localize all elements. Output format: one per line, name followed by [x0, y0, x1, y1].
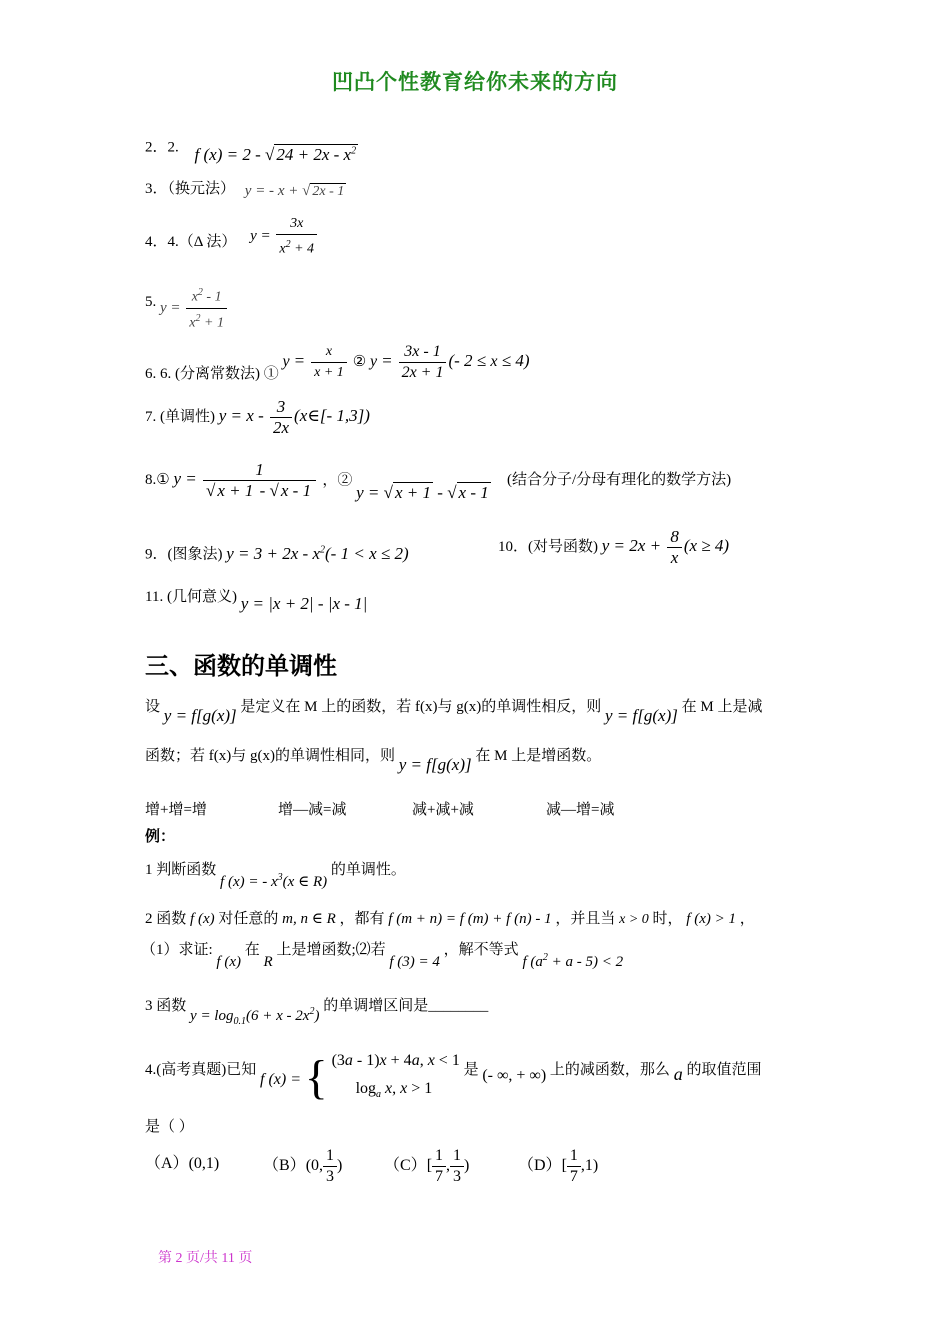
example-2-cond: x > 0 — [619, 912, 649, 927]
intro-formula-2: y = f[g(x)] — [604, 706, 678, 725]
problem-7-label: 7. (单调性) — [145, 409, 215, 426]
problem-9 — [145, 540, 409, 565]
problem-4-formula: y = $\frac{3x}{x^2 + 4}$ — [250, 228, 319, 244]
intro-l1a: 设 — [145, 699, 161, 715]
problem-11 — [145, 586, 368, 613]
example-2-line-2 — [141, 936, 624, 970]
problem-2-formula: f (x) = 2 - √ $24 + 2x - x^2$ — [194, 144, 357, 164]
rule-2: 增—减=减 — [278, 802, 347, 818]
example-2-a: 2 函数 — [145, 911, 187, 927]
intro-formula-1: y = f[g(x)] — [163, 706, 237, 725]
example-2-q2-eq: f (3) = 4 — [389, 954, 440, 970]
rule-4: 减—增=减 — [546, 802, 615, 818]
example-3-a: 3 函数 — [145, 998, 187, 1014]
problem-6-label: 6. 6. (分离常数法) ① — [145, 366, 279, 383]
section-title: 三、函数的单调性 — [145, 652, 337, 680]
example-2-q2-ineq: f $(a^2 + a - 5) < 2$ — [522, 952, 624, 970]
example-4-var: a — [673, 1063, 683, 1084]
example-2-q1b: 在 — [244, 942, 260, 958]
example-label: 例： — [145, 829, 176, 845]
intro-l1b: 是定义在 M 上的函数，若 f(x)与 g(x)的单调性相反，则 — [240, 699, 602, 715]
example-3-formula: $y = \log_{0.1}(6 + x - 2x^2)$ — [190, 1006, 320, 1027]
problem-9-label: 9．(图象法) — [145, 546, 223, 563]
problem-5-formula: y = $\frac{x^2 - 1}{x^2 + 1}$ — [160, 300, 229, 316]
problem-3-label: 3．（换元法） — [145, 181, 236, 197]
option-b-label: （B） — [263, 1157, 306, 1175]
problem-5-label: 5. — [145, 293, 157, 310]
example-2-d: ，并且当 — [555, 911, 616, 927]
example-2-b: 对任意的 — [218, 911, 279, 927]
example-2-res: f (x) > 1 — [686, 911, 737, 927]
example-1 — [145, 856, 406, 890]
rule-3: 减+减+减 — [412, 802, 474, 818]
example-4-brace: { — [304, 1051, 328, 1105]
example-2-eq: f (m + n) = f (m) + f (n) - 1 — [388, 911, 552, 927]
problem-8-formula-2: y = √ x + 1 - √ x - 1 — [356, 483, 489, 503]
option-a-label: （A） — [145, 1155, 189, 1172]
example-4-d: 的取值范围 — [686, 1061, 762, 1078]
problem-11-label: 11. (几何意义) — [145, 589, 237, 605]
problem-10 — [498, 527, 729, 568]
problem-8 — [145, 460, 731, 501]
intro-line-1 — [145, 696, 763, 725]
problem-8-label: 8.① — [145, 472, 170, 489]
problem-7 — [145, 397, 370, 438]
example-2-e: 时， — [652, 911, 683, 927]
problem-4-label: 4．4.（Δ 法） — [145, 234, 237, 251]
problem-2-label: 2．2. — [145, 139, 179, 156]
option-c: （C）[ $\frac{1}{7}$ , $\frac{1}{3}$ ) — [384, 1147, 470, 1185]
option-c-label: （C） — [384, 1157, 427, 1175]
problem-9-formula: $y = 3 + 2x - x^2(-$ 1 < x ≤ 2) — [226, 543, 409, 563]
problem-4 — [145, 210, 319, 256]
example-4-case-2: $\log_a x$, x > 1 — [355, 1080, 433, 1101]
intro-l2b: 在 M 上是增函数。 — [475, 748, 602, 764]
problem-8-note: (结合分子/分母有理化的数学方法) — [507, 472, 732, 489]
example-2-line-1 — [145, 909, 755, 930]
example-4-f: f (x) = — [260, 1070, 302, 1088]
page-header-title: 凹凸个性教育给你未来的方向 — [332, 70, 618, 94]
example-2-q1-f: f (x) — [216, 954, 242, 970]
problem-5 — [145, 275, 229, 331]
example-4-line-1 — [145, 1047, 761, 1109]
example-1-formula: f (x) = - $x^3(x$ ∈ R) — [220, 872, 328, 890]
problem-2 — [145, 133, 358, 164]
example-4-cases — [332, 1047, 460, 1109]
option-b: （B）(0, $\frac{1}{3}$ ) — [263, 1147, 343, 1185]
page-footer: 第 2 页/共 11 页 — [158, 1251, 253, 1266]
example-4-case-1: (3a - 1)x + 4a, x < 1 — [331, 1052, 460, 1069]
problem-11-formula: y = |x + 2| - |x - 1| — [240, 594, 368, 613]
problem-6-mid: ② — [352, 354, 367, 371]
example-2-f: f (x) — [190, 911, 215, 927]
example-4-interval: (- ∞, + ∞) — [482, 1066, 547, 1084]
example-2-q1c: 上是增函数;⑵若 — [276, 942, 386, 958]
intro-l1c: 在 M 上是减 — [681, 699, 763, 715]
option-d: （D）[ $\frac{1}{7}$ ,1) — [518, 1147, 599, 1185]
intro-formula-3: y = f[g(x)] — [398, 755, 472, 774]
example-1-text-b: 的单调性。 — [330, 862, 406, 878]
problem-6 — [145, 342, 529, 383]
example-4-line-2: 是（ ） — [145, 1119, 194, 1135]
problem-7-formula: y = x - $\frac{3}{2x}$ (x∈[- 1,3]) — [218, 397, 370, 437]
example-1-text-a: 1 判断函数 — [145, 862, 217, 878]
example-2-f2: ， — [739, 911, 755, 927]
problem-3-formula: y = - x + √ 2x - 1 — [244, 183, 345, 199]
problem-6-formula-1: y = $\frac{x}{x + 1}$ — [283, 353, 353, 370]
example-2-q1: （1）求证: — [141, 942, 213, 958]
problem-10-formula: y = 2x + $\frac{8}{x}$ (x ≥ 4) — [601, 527, 730, 567]
example-4-c: 上的减函数，那么 — [549, 1061, 670, 1078]
option-d-label: （D） — [518, 1157, 562, 1175]
problem-8-mid: ，② — [322, 472, 353, 489]
example-3-b: 的单调增区间是________ — [323, 998, 489, 1014]
rule-1: 增+增=增 — [145, 802, 207, 818]
problem-8-formula-1: y = $\frac{1}{√ x + 1 - √ x - 1}$ — [173, 469, 322, 488]
problem-3 — [145, 179, 346, 200]
example-3 — [145, 992, 489, 1027]
example-2-mn: m, n ∈ R — [282, 911, 336, 927]
option-a: （A）(0,1) — [145, 1155, 220, 1172]
intro-line-2 — [145, 745, 602, 774]
example-4-b: 是 — [463, 1061, 479, 1078]
example-4-a: 4.(高考真题)已知 — [145, 1061, 257, 1078]
example-2-q1-R: R — [263, 954, 273, 970]
example-2-q2b: ，解不等式 — [443, 942, 519, 958]
intro-l2a: 函数；若 f(x)与 g(x)的单调性相同，则 — [145, 748, 395, 764]
problem-10-label: 10．(对号函数) — [498, 539, 598, 556]
problem-6-formula-2: y = $\frac{3x - 1}{2x + 1}$ (- 2 ≤ x ≤ 4) — [369, 343, 530, 381]
example-2-c: ，都有 — [339, 911, 385, 927]
